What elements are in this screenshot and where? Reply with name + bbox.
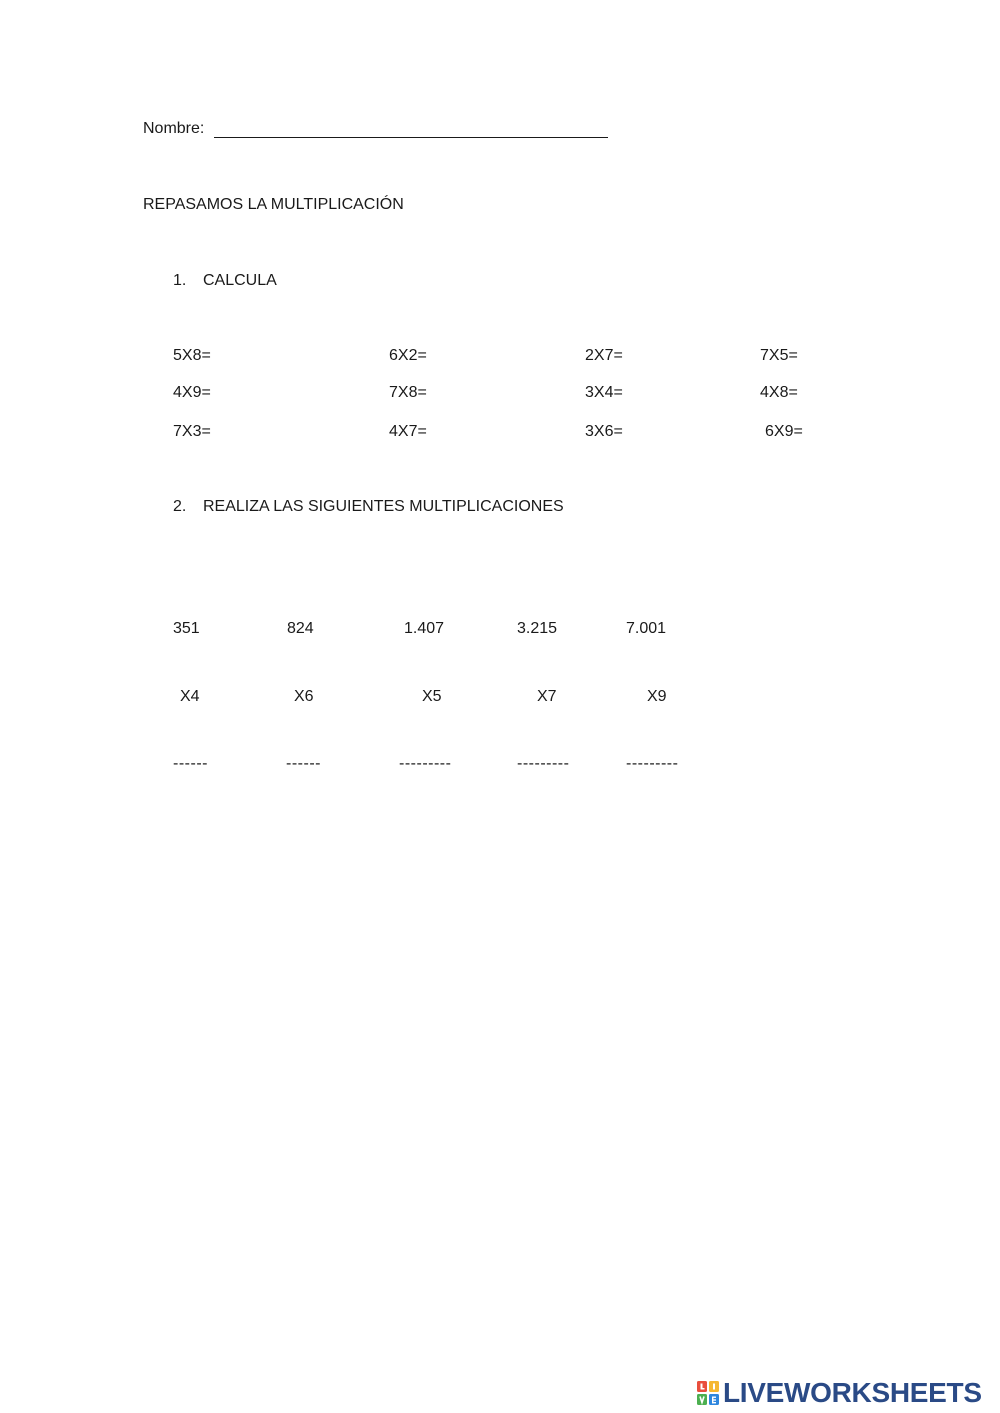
result-line: ---------	[517, 755, 570, 772]
liveworksheets-logo-icon	[697, 1381, 719, 1405]
fact-r3-c1: 7X3=	[173, 423, 211, 440]
multiplier: X9	[647, 687, 667, 705]
result-line: ---------	[626, 755, 679, 772]
exercise-2-number: 2.	[173, 498, 187, 515]
exercise-2-instruction: REALIZA LAS SIGUIENTES MULTIPLICACIONES	[203, 498, 564, 515]
fact-r3-c4: 6X9=	[765, 423, 803, 440]
fact-r1-c2: 6X2=	[389, 347, 427, 364]
liveworksheets-logo[interactable]	[697, 1378, 982, 1408]
result-line: ---------	[399, 755, 452, 772]
multiplier: X4	[180, 687, 200, 705]
name-blank-line[interactable]	[214, 137, 608, 138]
multiplicand: 3.215	[517, 620, 558, 637]
multiplicand: 351	[173, 620, 200, 637]
exercise-1-instruction: CALCULA	[203, 272, 277, 289]
multiplier: X6	[294, 687, 314, 705]
fact-r2-c2: 7X8=	[389, 384, 427, 401]
result-line: ------	[173, 755, 208, 772]
fact-r2-c4: 4X8=	[760, 384, 798, 401]
multiplier: X7	[537, 687, 557, 705]
multiplication-problem	[626, 573, 678, 821]
fact-r2-c3: 3X4=	[585, 384, 623, 401]
multiplication-problem	[517, 573, 569, 821]
multiplicand: 1.407	[404, 620, 445, 637]
multiplier: X5	[422, 687, 442, 705]
multiplicand: 824	[287, 620, 314, 637]
fact-r3-c3: 3X6=	[585, 423, 623, 440]
fact-r2-c1: 4X9=	[173, 384, 211, 401]
logo-text: LIVEWORKSHEETS	[723, 1377, 982, 1408]
worksheet-title: REPASAMOS LA MULTIPLICACIÓN	[143, 196, 404, 213]
fact-r3-c2: 4X7=	[389, 423, 427, 440]
fact-r1-c4: 7X5=	[760, 347, 798, 364]
fact-r1-c3: 2X7=	[585, 347, 623, 364]
multiplication-problem	[173, 573, 207, 821]
result-line: ------	[286, 755, 321, 772]
multiplicand: 7.001	[626, 620, 667, 637]
fact-r1-c1: 5X8=	[173, 347, 211, 364]
multiplication-problem	[399, 573, 451, 821]
multiplication-problem	[286, 573, 320, 821]
exercise-1-number: 1.	[173, 272, 187, 289]
name-label: Nombre:	[143, 120, 205, 137]
